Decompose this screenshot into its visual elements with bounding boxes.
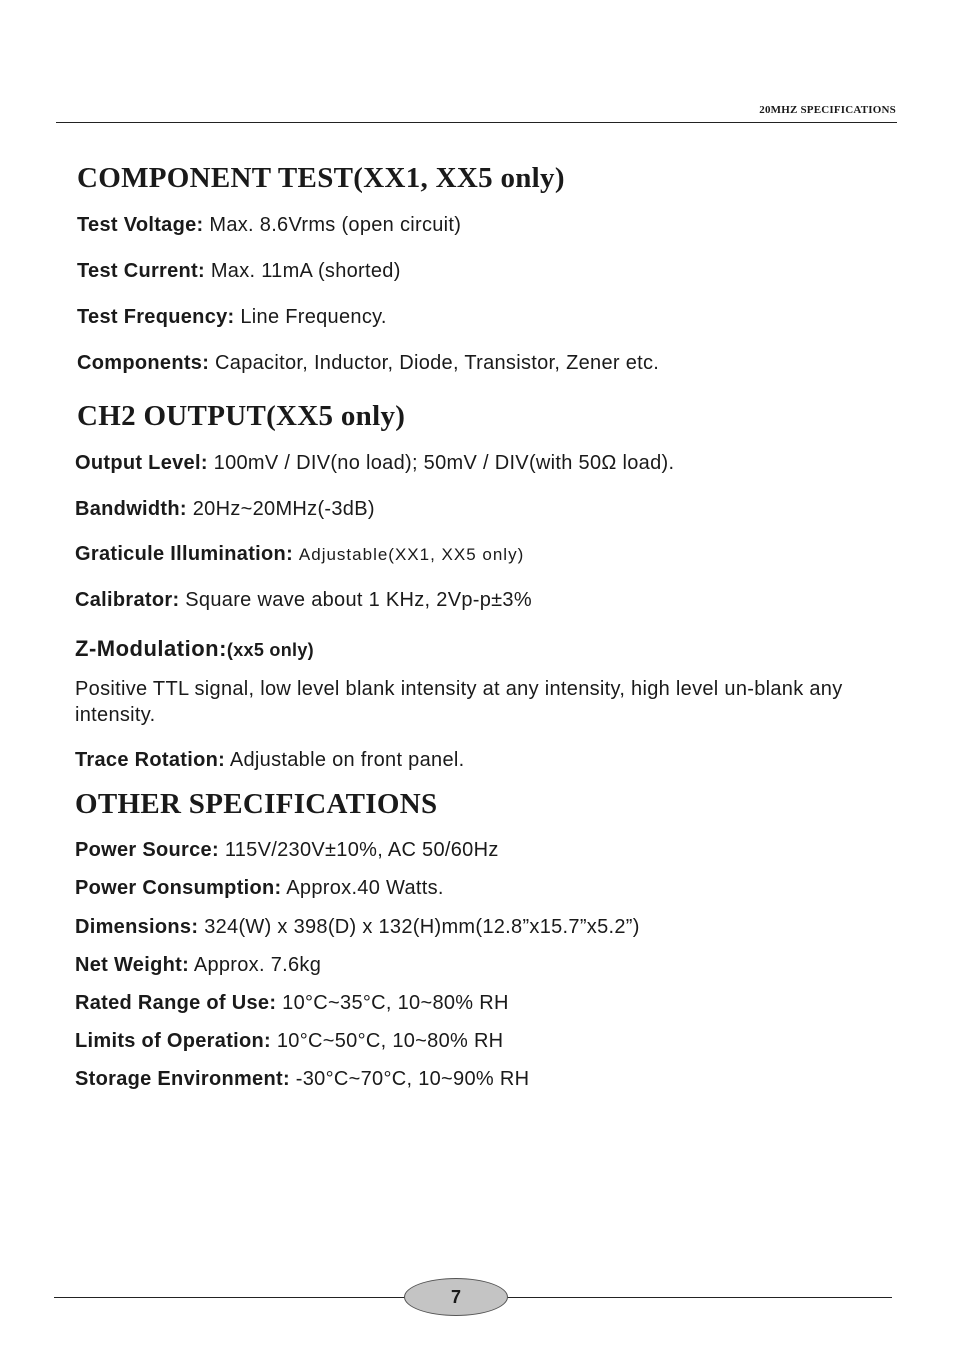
- spec-row-bandwidth: [75, 497, 375, 521]
- spec-row-test-voltage: [77, 213, 461, 237]
- z-modulation-note: (xx5 only): [226, 640, 314, 660]
- spec-value: 324(W) x 398(D) x 132(H)mm(12.8”x15.7”x5.2”): [204, 916, 640, 938]
- spec-row-test-frequency: [77, 305, 387, 329]
- spec-value: 20Hz~20MHz(-3dB): [192, 498, 375, 520]
- spec-value: Max. 8.6Vrms (open circuit): [209, 214, 462, 236]
- spec-value: Square wave about 1 KHz, 2Vp-p±3%: [185, 589, 532, 611]
- spec-label: Trace Rotation:: [75, 749, 226, 771]
- spec-label: Calibrator:: [75, 589, 180, 611]
- page-number: 7: [450, 1286, 461, 1307]
- spec-value: 10°C~50°C, 10~80% RH: [276, 1030, 504, 1052]
- spec-label: Storage Environment:: [75, 1068, 290, 1090]
- z-modulation-label: Z-Modulation:: [75, 636, 227, 661]
- spec-label: Power Source:: [75, 839, 219, 861]
- section-heading-other-specifications: OTHER SPECIFICATIONS: [75, 788, 438, 820]
- spec-label: Test Voltage:: [77, 214, 204, 236]
- spec-value: Capacitor, Inductor, Diode, Transistor, Zener etc.: [215, 352, 660, 374]
- spec-label: Net Weight:: [75, 954, 190, 976]
- spec-label: Components:: [77, 352, 210, 374]
- spec-value: Line Frequency.: [240, 306, 387, 328]
- spec-row-dimensions: [75, 915, 640, 939]
- spec-row-storage-environment: [75, 1067, 529, 1091]
- spec-row-net-weight: [75, 953, 321, 977]
- spec-row-limits-of-operation: [75, 1029, 503, 1053]
- z-modulation-description: Positive TTL signal, low level blank intensity at any intensity, high level un-blank any intensity.: [75, 678, 843, 726]
- spec-row-power-source: [75, 838, 499, 862]
- running-header: 20MHZ SPECIFICATIONS: [759, 104, 896, 116]
- spec-value: 100mV / DIV(no load); 50mV / DIV(with 50Ω load).: [213, 452, 675, 474]
- spec-row-trace-rotation: [75, 748, 464, 772]
- z-modulation-heading: [75, 636, 314, 662]
- spec-row-graticule-illumination: [75, 542, 524, 567]
- spec-row-output-level: [75, 451, 674, 475]
- spec-row-power-consumption: [75, 876, 444, 900]
- spec-value: Approx.40 Watts.: [286, 877, 444, 899]
- spec-label: Dimensions:: [75, 916, 199, 938]
- spec-value: Max. 11mA (shorted): [210, 260, 401, 282]
- spec-value: Approx. 7.6kg: [193, 954, 322, 976]
- spec-label: Test Frequency:: [77, 306, 235, 328]
- section-heading-ch2-output: CH2 OUTPUT(XX5 only): [77, 400, 406, 432]
- spec-label: Bandwidth:: [75, 498, 187, 520]
- spec-row-rated-range-of-use: [75, 991, 509, 1015]
- spec-row-components: [77, 351, 659, 375]
- spec-value: 115V/230V±10%, AC 50/60Hz: [224, 839, 499, 861]
- spec-label: Test Current:: [77, 260, 205, 282]
- spec-label: Output Level:: [75, 452, 208, 474]
- spec-value: -30°C~70°C, 10~90% RH: [295, 1068, 530, 1090]
- spec-label: Graticule Illumination:: [75, 543, 294, 565]
- spec-value: Adjustable on front panel.: [229, 749, 465, 771]
- spec-value: 10°C~35°C, 10~80% RH: [282, 992, 509, 1014]
- spec-label: Rated Range of Use:: [75, 992, 277, 1014]
- section-heading-component-test: COMPONENT TEST(XX1, XX5 only): [77, 162, 565, 194]
- spec-row-test-current: [77, 259, 401, 283]
- spec-label: Limits of Operation:: [75, 1030, 271, 1052]
- spec-label: Power Consumption:: [75, 877, 282, 899]
- spec-value: Adjustable(XX1, XX5 only): [298, 545, 525, 564]
- spec-row-calibrator: [75, 588, 532, 612]
- header-divider: [56, 122, 897, 123]
- page-number-badge: [404, 1278, 508, 1316]
